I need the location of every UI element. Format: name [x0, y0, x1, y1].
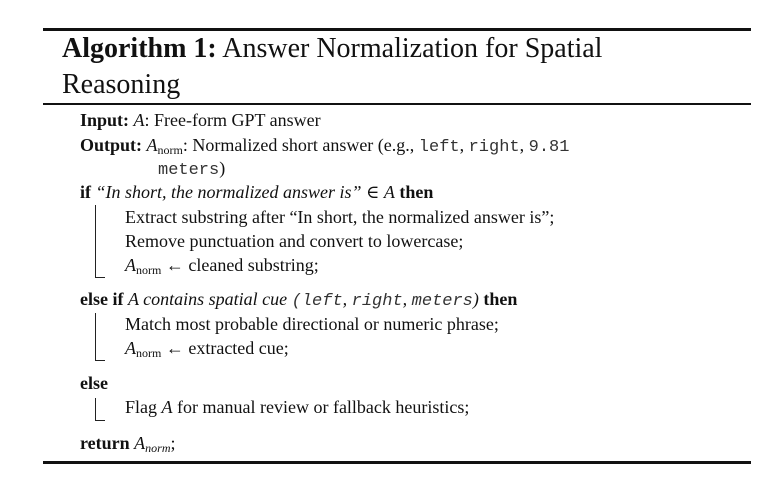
subscript-norm: norm [145, 441, 171, 455]
if-step-2: Remove punctuation and convert to lowercase; [125, 231, 464, 251]
if-bracket [95, 205, 105, 278]
then-keyword: then [483, 289, 518, 309]
else-if-keyword: else if [80, 289, 124, 309]
var-a: A [134, 433, 146, 453]
algorithm-title [62, 34, 602, 64]
output-text: : Normalized short answer (e.g., [182, 135, 419, 155]
output-keyword: Output: [80, 135, 143, 155]
subscript-norm: norm [136, 346, 162, 360]
return-keyword: return [80, 433, 130, 453]
if-keyword: if [80, 182, 91, 202]
return-line [80, 433, 176, 458]
input-line [80, 110, 321, 130]
open-paren: ( [291, 292, 302, 311]
example-number: 9.81 [528, 138, 570, 157]
elseif-assign [125, 338, 289, 363]
var-a: A [125, 338, 136, 358]
if-line [80, 182, 433, 202]
example-meters: meters [158, 161, 220, 180]
top-rule [43, 28, 751, 31]
var-a: A [146, 135, 158, 155]
if-step-1: Extract substring after “In short, the normalized answer is”; [125, 207, 555, 227]
else-text: Flag [125, 397, 162, 417]
assign-text: ← extracted cue; [161, 338, 289, 358]
close-paren: ) [472, 289, 479, 309]
element-of: ∈ [361, 182, 384, 202]
input-keyword: Input: [80, 110, 130, 130]
algorithm-label: Algorithm 1: [62, 33, 217, 64]
title-line2: Reasoning [62, 69, 181, 100]
elseif-condition: contains spatial cue [138, 289, 292, 309]
else-step [125, 397, 469, 417]
sep: , [519, 135, 529, 155]
cue-right: right [351, 292, 403, 311]
cue-meters: meters [411, 292, 473, 311]
else-text: for manual review or fallback heuristics; [172, 397, 470, 417]
close-paren: ) [219, 158, 226, 178]
var-a: A [125, 255, 136, 275]
subscript-norm: norm [157, 143, 183, 157]
then-keyword: then [399, 182, 434, 202]
else-keyword: else [80, 373, 108, 393]
title-line1: Answer Normalization for Spatial [222, 33, 603, 64]
semicolon: ; [170, 433, 176, 453]
elseif-bracket [95, 313, 105, 361]
subscript-norm: norm [136, 263, 162, 277]
if-assign [125, 255, 319, 280]
sep: , [459, 135, 469, 155]
bottom-rule [43, 461, 751, 464]
if-condition: “In short, the normalized answer is” [95, 182, 362, 202]
elseif-step: Match most probable directional or numeric phrase; [125, 314, 499, 334]
output-line-cont [158, 158, 225, 181]
else-bracket [95, 398, 105, 421]
var-a: A [127, 289, 139, 309]
var-a: A [133, 110, 145, 130]
input-text: : Free-form GPT answer [144, 110, 321, 130]
elseif-line [80, 289, 517, 312]
example-right: right [468, 138, 520, 157]
var-a: A [383, 182, 395, 202]
cue-left: left [301, 292, 343, 311]
example-left: left [418, 138, 460, 157]
assign-text: ← cleaned substring; [161, 255, 319, 275]
sep: , [342, 289, 352, 309]
var-a: A [161, 397, 173, 417]
output-line [80, 135, 569, 160]
sep: , [402, 289, 412, 309]
header-rule [43, 103, 751, 105]
